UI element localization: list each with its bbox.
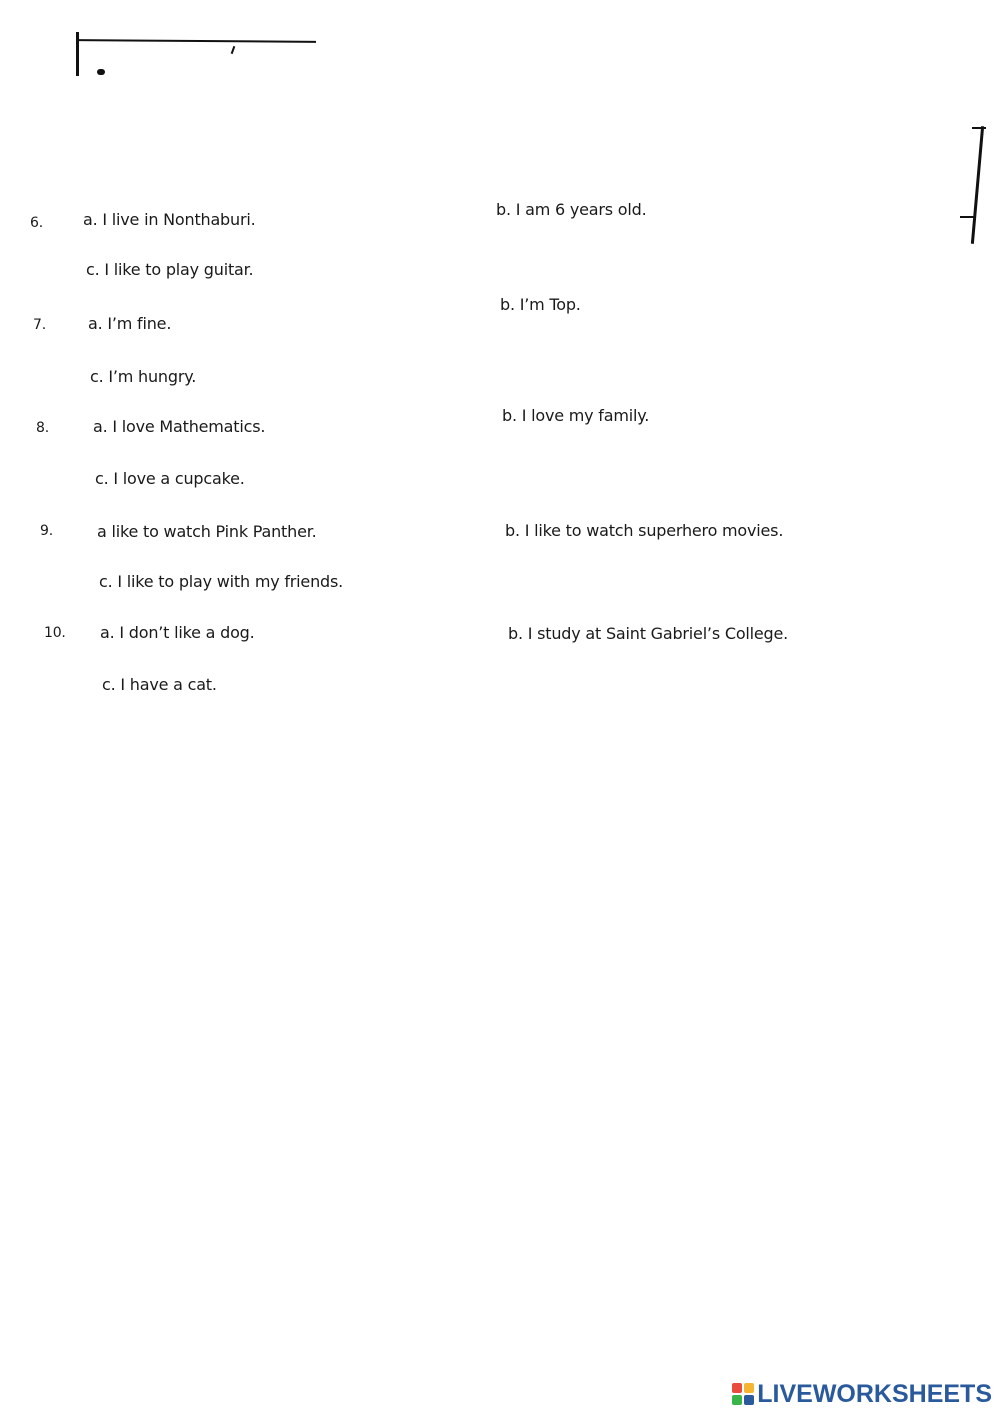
liveworksheets-logo (732, 1381, 992, 1407)
logo-square (744, 1383, 754, 1393)
question-number: 10. (44, 625, 66, 641)
scan-mark-right-tick (960, 216, 976, 218)
logo-grid-icon (732, 1383, 754, 1405)
option-b: b. I study at Saint Gabriel’s College. (508, 624, 789, 643)
option-a: a. I live in Nonthaburi. (83, 210, 256, 229)
question-number: 7. (33, 317, 46, 333)
scan-mark-top-left-horizontal (78, 39, 316, 43)
option-b: b. I am 6 years old. (496, 200, 647, 219)
option-a: a. I don’t like a dog. (100, 623, 255, 642)
logo-square (732, 1395, 742, 1405)
option-b: b. I’m Top. (500, 295, 581, 314)
logo-square (732, 1383, 742, 1393)
logo-text: LIVEWORKSHEETS (757, 1379, 992, 1408)
option-a: a. I love Mathematics. (93, 417, 266, 436)
question-number: 8. (36, 420, 49, 436)
question-number: 9. (40, 523, 53, 539)
option-b: b. I like to watch superhero movies. (505, 521, 784, 540)
option-c: c. I like to play guitar. (86, 260, 254, 279)
option-c: c. I have a cat. (102, 675, 217, 694)
scan-mark-top-left-blob (97, 69, 105, 75)
option-b: b. I love my family. (502, 406, 650, 425)
option-c: c. I love a cupcake. (95, 469, 245, 488)
option-c: c. I’m hungry. (90, 367, 197, 386)
option-a: a like to watch Pink Panther. (97, 522, 317, 541)
scan-mark-right-top (972, 127, 986, 129)
option-a: a. I’m fine. (88, 314, 172, 333)
question-number: 6. (30, 215, 43, 231)
option-c: c. I like to play with my friends. (99, 572, 343, 591)
scan-mark-top-left-tick (231, 46, 236, 54)
scan-mark-right-vertical (971, 126, 984, 244)
logo-square (744, 1395, 754, 1405)
